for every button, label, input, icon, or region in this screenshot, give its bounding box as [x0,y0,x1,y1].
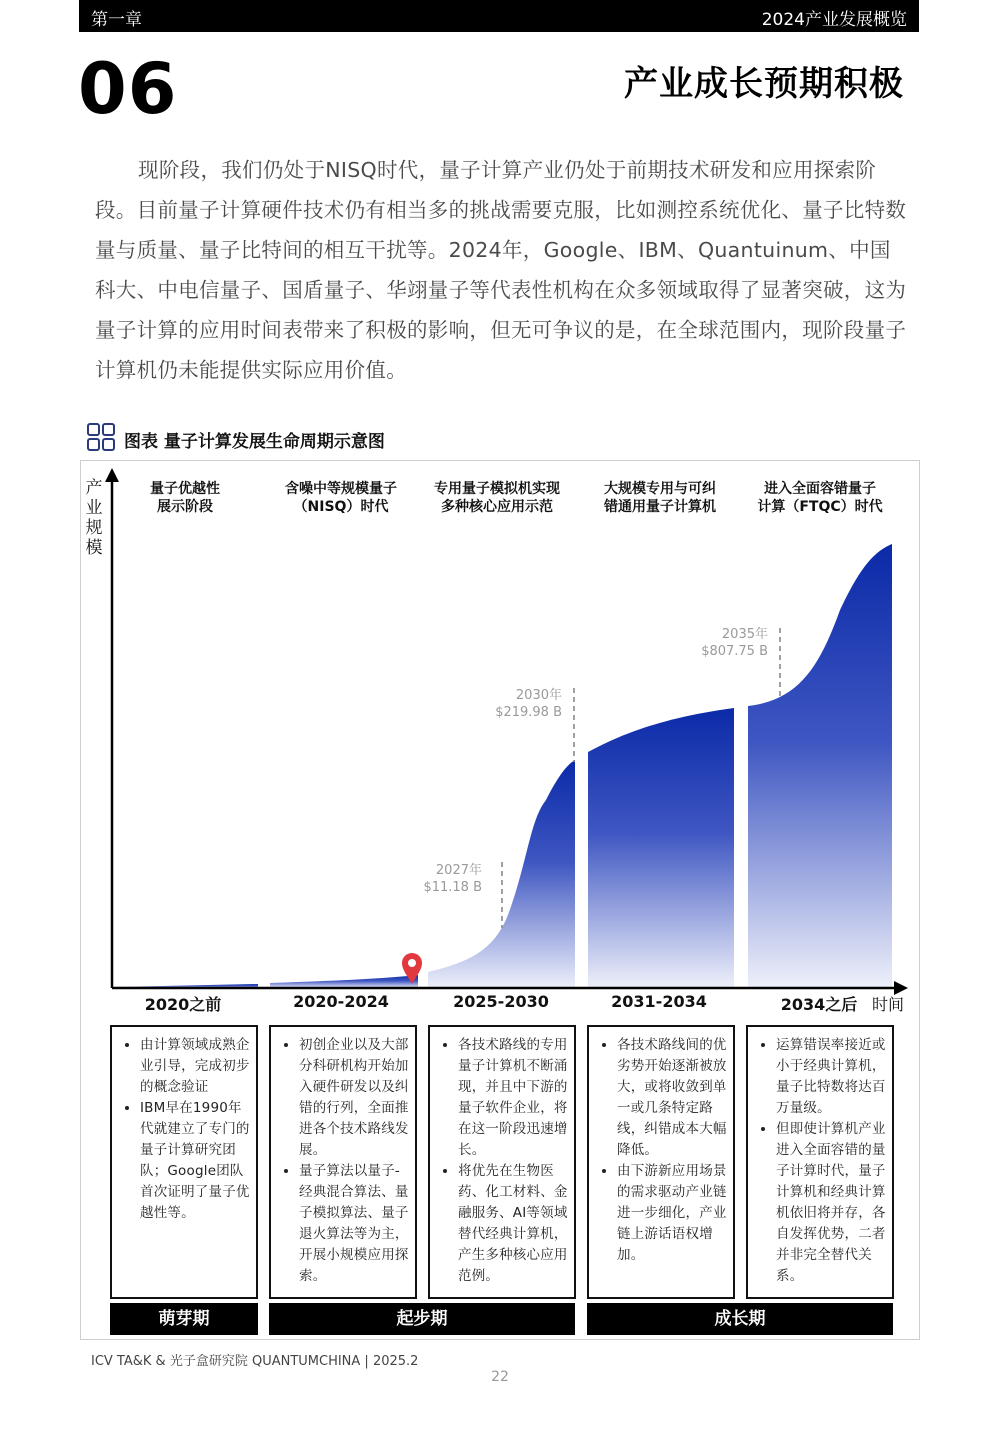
curve-segment-2034-after [748,544,892,988]
curve-segment-2031-2034 [588,708,734,988]
stage-note: • 但即使计算机产业进入全面容错的量子计算时代，量子计算机和经典计算机依旧将并存，各自发挥优势，二者并非完全替代关系。 [776,1119,886,1287]
stage-notes-box [587,1025,735,1299]
annotation-2030: 2030年 $219.98 B [495,688,562,720]
phase-bar-startup: 起步期 [269,1303,575,1335]
period-label: 2020-2024 [293,992,389,1011]
body-paragraph: 现阶段，我们仍处于NISQ时代，量子计算产业仍处于前期技术研发和应用探索阶段。目前量子计算硬件技术仍有相当多的挑战需要克服，比如测控系统优化、量子比特数量与质量、量子比特间的相互干扰等。2024年，Google、IBM、Quantuinum、中国科大、中电信量子、国盾量子、华翊量子等代表性机构在众多领域取得了显著突破，这为量子计算的应用时间表带来了积极的影响，但无可争议的是，在全球范围内，现阶段量子计算机仍未能提供实际应用价值。 [95,158,907,382]
period-label: 2034之后 [780,995,858,1014]
period-label: 2020之前 [144,995,222,1014]
stage-notes-box [269,1025,417,1299]
stage-note: • 各技术路线间的优劣势开始逐渐被放大，或将收敛到单一或几条特定路线，纠错成本大幅降低。 [617,1035,727,1161]
stage-notes-box [746,1025,894,1299]
page-number: 22 [491,1369,509,1385]
figure-caption-text: 图表 量子计算发展生命周期示意图 [124,432,385,452]
report-title: 2024产业发展概览 [761,10,907,30]
stage-note: • 由下游新应用场景的需求驱动产业链进一步细化，产业链上游话语权增加。 [617,1161,727,1266]
footer-source: ICV TA&K & 光子盒研究院 QUANTUMCHINA | 2025.2 [91,1354,419,1369]
stage-notes-box [110,1025,258,1299]
period-label: 2031-2034 [611,992,707,1011]
curve-segment-2020-2024 [270,975,418,988]
stage-note: • IBM早在1990年代就建立了专门的量子计算研究团队；Google团队首次证明了量子优越性等。 [140,1098,250,1224]
stage-note: • 运算错误率接近或小于经典计算机，量子比特数将达百万量级。 [776,1035,886,1119]
stage-heading: 进入全面容错量子 计算（FTQC）时代 [757,481,883,515]
stage-heading: 量子优越性 展示阶段 [150,481,220,515]
stage-heading: 大规模专用与可纠 错通用量子计算机 [604,481,716,515]
stage-note: • 将优先在生物医药、化工材料、金融服务、AI等领域替代经典计算机，产生多种核心应用范例。 [458,1161,568,1287]
stage-note: • 量子算法以量子-经典混合算法、量子模拟算法、量子退火算法等为主，开展小规模应用探索。 [299,1161,409,1287]
annotation-2027: 2027年 $11.18 B [423,863,482,895]
period-label: 2025-2030 [453,992,549,1011]
phase-bar-growth: 成长期 [587,1303,893,1335]
annotation-2035: 2035年 $807.75 B [701,627,768,659]
y-axis-label: 产业规模 [85,478,103,558]
stage-note: • 初创企业以及大部分科研机构开始加入硬件研发以及纠错的行列，全面推进各个技术路线发展。 [299,1035,409,1161]
section-title: 产业成长预期积极 [624,64,904,104]
x-axis-label: 时间 [872,995,905,1014]
section-number: 06 [78,48,178,130]
stage-notes-box [428,1025,576,1299]
stage-note: • 由计算领域成熟企业引导，完成初步的概念验证 [140,1035,250,1098]
stage-note: • 各技术路线的专用量子计算机不断涌现，并且中下游的量子软件企业，将在这一阶段迅速增长。 [458,1035,568,1161]
chapter-label: 第一章 [91,10,142,30]
phase-bar-embryonic: 萌芽期 [110,1303,258,1335]
stage-heading: 专用量子模拟机实现 多种核心应用示范 [434,481,560,515]
stage-heading: 含噪中等规模量子 （NISQ）时代 [285,481,397,515]
